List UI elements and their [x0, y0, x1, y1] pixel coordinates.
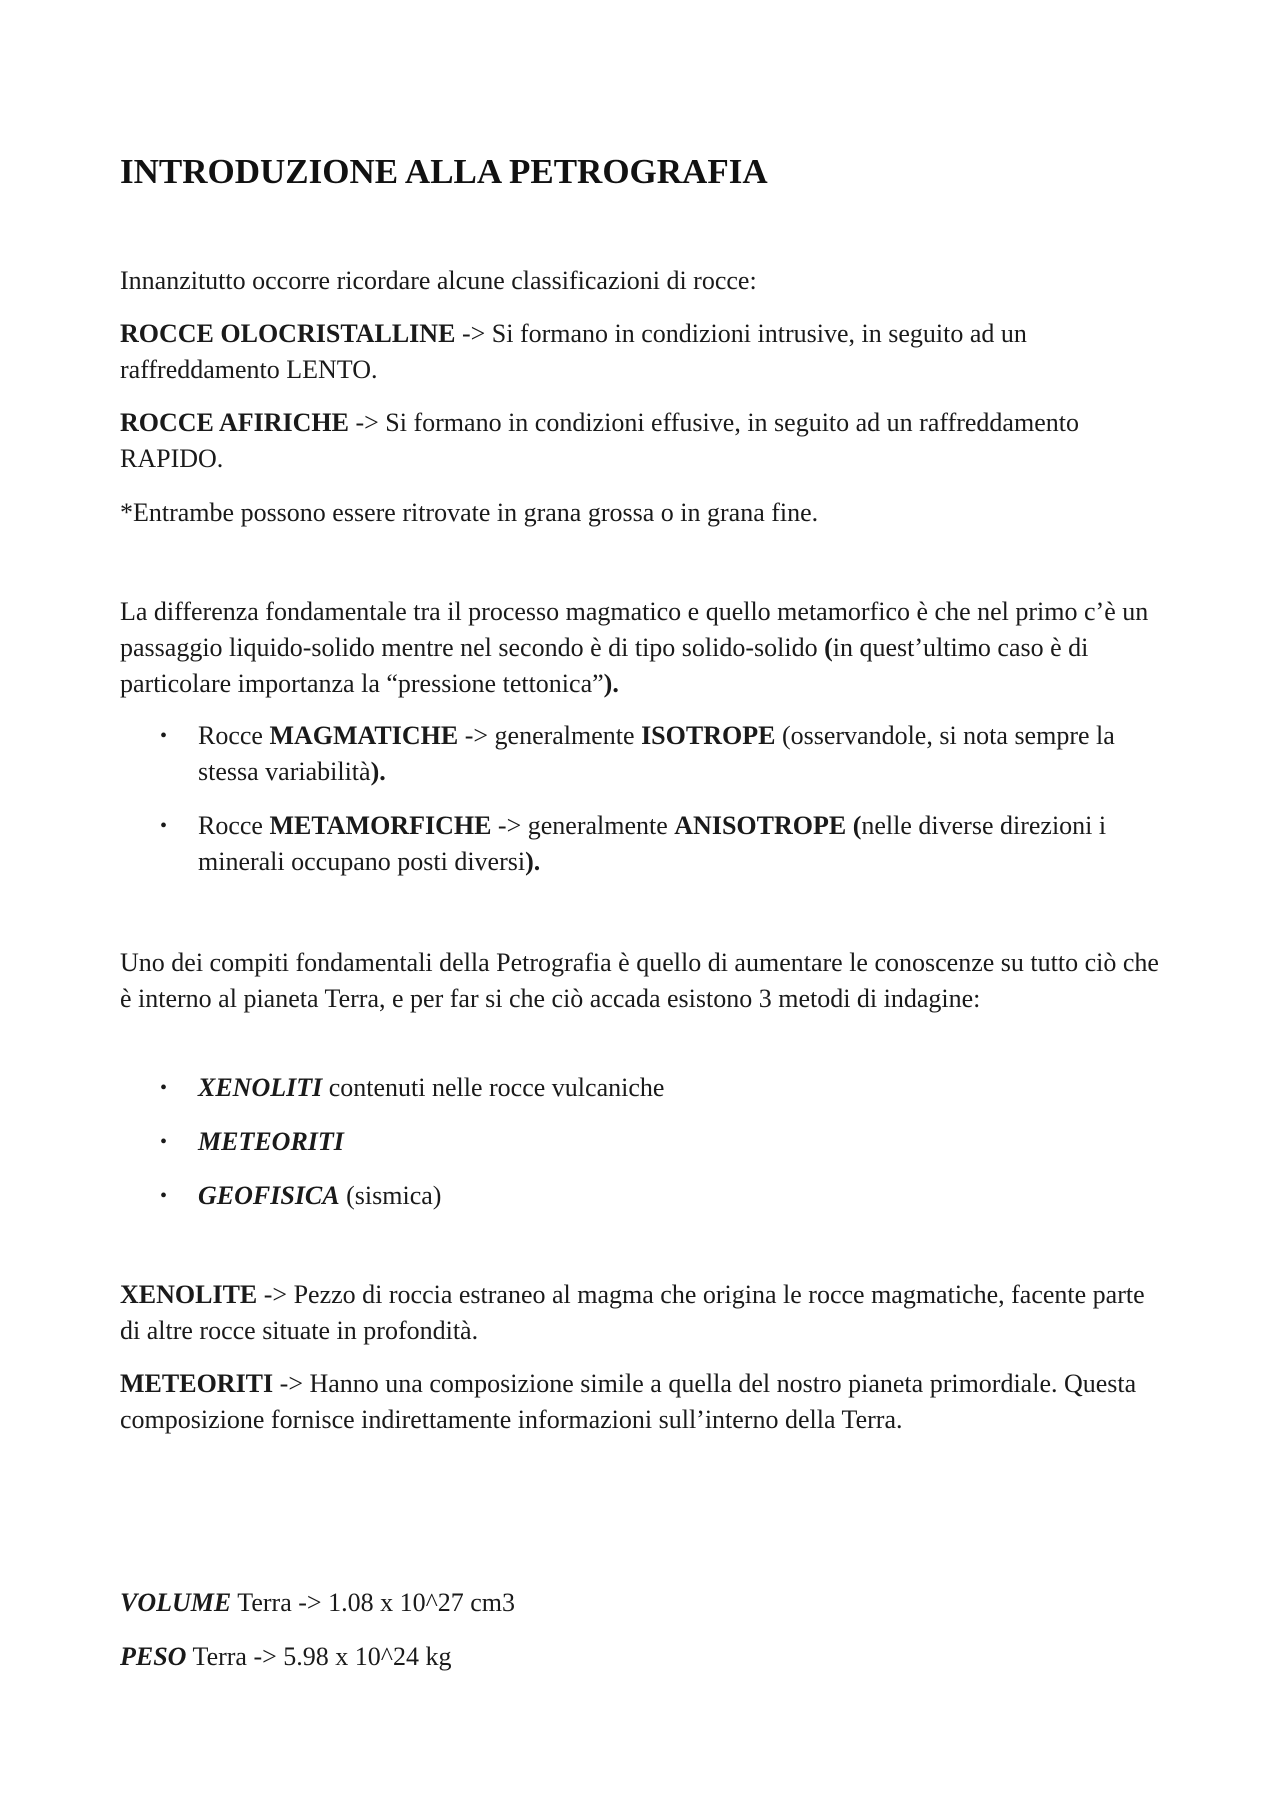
- olocristalline-term: ROCCE OLOCRISTALLINE: [120, 319, 456, 348]
- xenolite-text: -> Pezzo di roccia estraneo al magma che origina le rocce magmatiche, facente parte di altre rocce situate in profondità.: [120, 1280, 1145, 1345]
- document-title: INTRODUZIONE ALLA PETROGRAFIA: [120, 152, 768, 191]
- list-item-geofisica: [160, 1178, 1170, 1214]
- magmatiche-mid: -> generalmente: [458, 721, 642, 750]
- metamorfiche-term: METAMORFICHE: [269, 811, 492, 840]
- volume-text: Terra -> 1.08 x 10^27 cm3: [231, 1588, 516, 1617]
- peso-paragraph: [120, 1639, 1170, 1675]
- difference-paragraph: [120, 594, 1170, 702]
- geofisica-term: GEOFISICA: [198, 1181, 340, 1210]
- metamorfiche-post: nelle diverse direzioni i minerali occupano posti diversi: [198, 811, 1107, 876]
- bullet-icon: •: [160, 1185, 168, 1207]
- difference-paren-close: ).: [603, 669, 619, 698]
- anisotrope-term: ANISOTROPE: [674, 811, 847, 840]
- olocristalline-text: -> Si formano in condizioni intrusive, in seguito ad un raffreddamento LENTO.: [120, 319, 1027, 384]
- list-item-metamorfiche: [160, 808, 1170, 880]
- difference-text-2: in quest’ultimo caso è di particolare importanza la “pressione tettonica”: [120, 633, 1089, 698]
- meteoriti-term: METEORITI: [120, 1369, 274, 1398]
- bullet-icon: •: [160, 815, 168, 837]
- xenolite-term: XENOLITE: [120, 1280, 258, 1309]
- afiriche-text: -> Si formano in condizioni effusive, in seguito ad un raffreddamento RAPIDO.: [120, 408, 1079, 473]
- intro-paragraph: [120, 263, 1170, 299]
- magmatiche-end: ).: [370, 757, 386, 786]
- volume-paragraph: [120, 1585, 1170, 1621]
- magmatiche-pre: Rocce: [198, 721, 270, 750]
- afiriche-term: ROCCE AFIRICHE: [120, 408, 349, 437]
- bullet-icon: •: [160, 1077, 168, 1099]
- compiti-text: Uno dei compiti fondamentali della Petrografia è quello di aumentare le conoscenze su tutto ciò che è interno al pianeta Terra, e per far si che ciò accada esistono 3 metodi di indagine:: [120, 948, 1159, 1013]
- peso-text: Terra -> 5.98 x 10^24 kg: [186, 1642, 452, 1671]
- magmatiche-term: MAGMATICHE: [269, 721, 459, 750]
- bullet-icon: •: [160, 725, 168, 747]
- xenoliti-text: contenuti nelle rocce vulcaniche: [322, 1073, 665, 1102]
- olocristalline-paragraph: [120, 316, 1170, 388]
- magmatiche-post: (osservandole, si nota sempre la stessa variabilità: [198, 721, 1115, 786]
- metamorfiche-pre: Rocce: [198, 811, 270, 840]
- xenolite-paragraph: [120, 1277, 1170, 1349]
- list-item-xenoliti: [160, 1070, 1170, 1106]
- isotrope-term: ISOTROPE: [641, 721, 776, 750]
- intro-text: Innanzitutto occorre ricordare alcune classificazioni di rocce:: [120, 266, 757, 295]
- meteoriti-method-term: METEORITI: [198, 1127, 344, 1156]
- xenoliti-term: XENOLITI: [198, 1073, 323, 1102]
- meteoriti-paragraph: [120, 1366, 1170, 1438]
- list-item-meteoriti: [160, 1124, 1170, 1160]
- difference-paren-open: (: [824, 633, 833, 662]
- peso-term: PESO: [120, 1642, 187, 1671]
- meteoriti-text: -> Hanno una composizione simile a quella del nostro pianeta primordiale. Questa composizione fornisce indirettamente informazioni sull’interno della Terra.: [120, 1369, 1137, 1434]
- difference-text-1: La differenza fondamentale tra il processo magmatico e quello metamorfico è che nel primo c’è un passaggio liquido-solido mentre nel secondo è di tipo solido-solido: [120, 597, 1149, 662]
- note-text: *Entrambe possono essere ritrovate in grana grossa o in grana fine.: [120, 498, 819, 527]
- metamorfiche-end: ).: [525, 847, 541, 876]
- volume-term: VOLUME: [120, 1588, 232, 1617]
- bullet-icon: •: [160, 1131, 168, 1153]
- geofisica-text: (sismica): [339, 1181, 442, 1210]
- afiriche-paragraph: [120, 405, 1170, 477]
- compiti-paragraph: [120, 945, 1170, 1017]
- metamorfiche-open: (: [846, 811, 862, 840]
- metamorfiche-mid: -> generalmente: [491, 811, 675, 840]
- note-paragraph: [120, 495, 1170, 531]
- list-item-magmatiche: [160, 718, 1170, 790]
